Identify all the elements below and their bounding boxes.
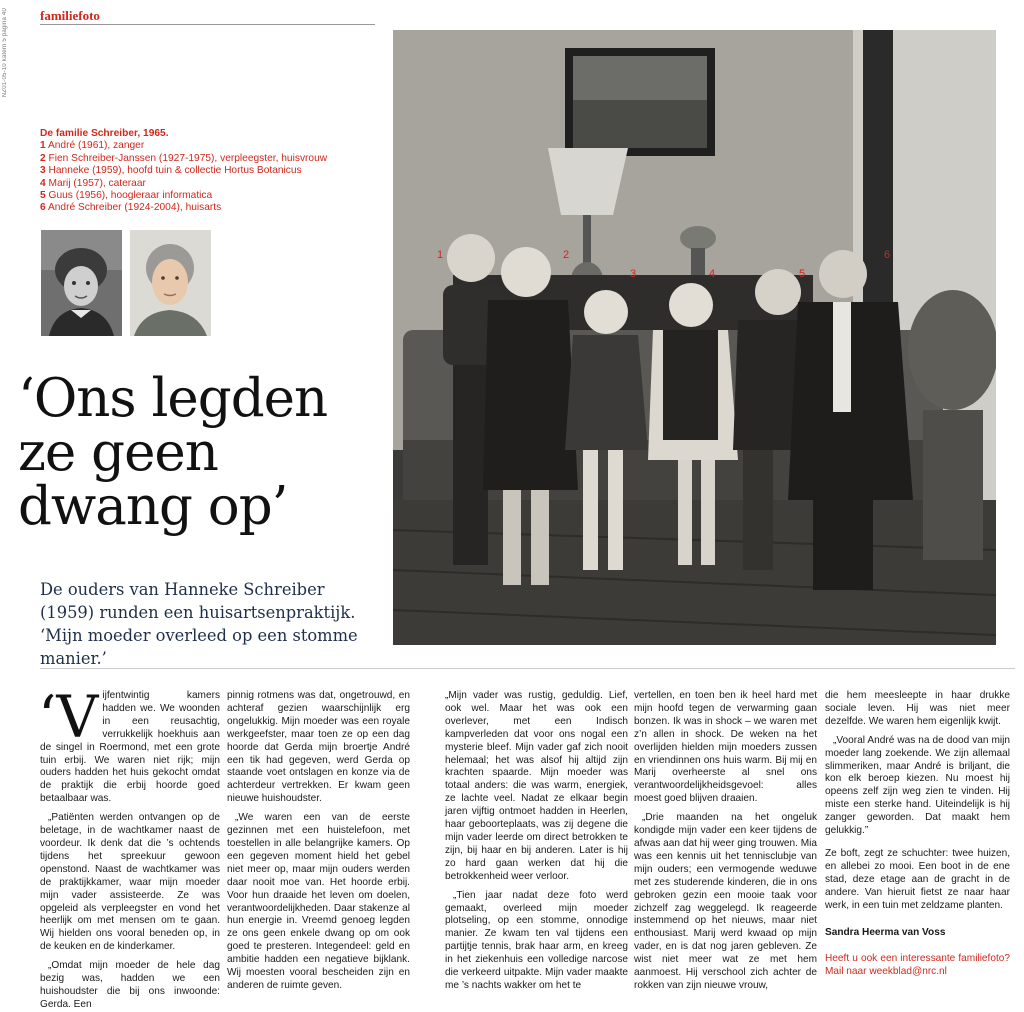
article-column-3 xyxy=(445,690,628,993)
thumbnail-woman-photo xyxy=(130,230,211,336)
caption-item-1: 1 André (1961), zanger xyxy=(40,140,145,152)
caption-item-2: 2 Fien Schreiber-Janssen (1927-1975), verpleegster, huisvrouw xyxy=(40,152,328,164)
contact-callout: Heeft u ook een interessante familiefoto?Mail naar weekblad@nrc.nl xyxy=(825,953,1010,978)
page-spine-code: NZ01-05-10 katern 5 pagina 40 xyxy=(2,8,8,98)
family-photo xyxy=(393,30,996,645)
caption-item-4: 4 Marij (1957), cateraar xyxy=(40,177,146,189)
thumbnail-girl-photo xyxy=(41,230,122,336)
caption-item-3: 3 Hanneke (1959), hoofd tuin & collectie Hortus Botanicus xyxy=(40,165,302,177)
paragraph: „Mijn vader was rustig, geduldig. Lief, ook wel. Maar het was ook een overlever, met een Indisch kampverleden dat voor ons nogal een mysterie bleef. Mijn vader gaf zich nooit helemaal; het was alsof hij altijd zijn krachten spaarde. Mijn moeder was totaal anders: die was warm, energiek, ze lachte veel. Nadat ze elkaar begin jaren vijftig ontmoet hadden in Heerlen, haar geboorteplaats, was zij degene die mijn vader leerde om direct betrokken te zijn, bij haar en bij anderen. Later is hij zo hard gaan werken dat hij die betrokkenheid weer verloor. xyxy=(445,690,628,882)
article-column-4 xyxy=(634,690,817,993)
paragraph: „We waren een van de eerste gezinnen met een huistelefoon, met toestellen in alle belangrijke kamers. Op een gegeven moment hield het gebel niet meer op, maar mijn ouders werden daar nooit moe van. Het hoorde erbij. Voor hun draaide het leven om doelen, verantwoordelijkheden. Daar stakenze al hun energie in. Vreemd genoeg legden ze ons geen enkele dwang op om ook goed te presteren. Integendeel: geld en ambitie hadden een negatieve bijklank. Wij moesten vooral bescheiden zijn en anderen de ruimte geven. xyxy=(227,812,410,991)
photo-label-4: 4 xyxy=(709,268,716,280)
paragraph: „Vooral André was na de dood van mijn moeder lang zoekende. We zijn allemaal slimmeriken, maar André is briljant, die kon elk beroep kiezen. Nu moest hij opeens zelf zijn weg zien te vinden. Hij miste een sterke hand. Uiteindelijk is hij zanger geworden. Dat maakt hem gelukkig.” xyxy=(825,734,1010,837)
paragraph: vertellen, en toen ben ik heel hard met mijn hoofd tegen de verwarming gaan bonzen. Ik was in shock – we waren met z’n allen in shock. De weken na het overlijden hielden mijn moeders zussen en vriendinnen ons huis warm. Bij mij en Marij overheerste al snel ons verantwoordelijkheidsgevoel: alles moest goed blijven draaien. xyxy=(634,690,817,805)
paragraph: „Omdat mijn moeder de hele dag bezig was, hadden we een huishoudster die bij ons inwoonde: Gerda. Een xyxy=(40,960,220,1010)
headline: ‘Ons legden ze geen dwang op’ xyxy=(18,368,328,537)
paragraph: Ze boft, zegt ze schuchter: twee huizen, en allebei zo mooi. Een boot in de ene stad, deze etage aan de gracht in de andere. Van hieruit fietst ze naar haar werk, in een tuin met zeldzame planten. xyxy=(825,847,1010,911)
photo-label-6: 6 xyxy=(884,249,891,261)
paragraph: „Drie maanden na het ongeluk kondigde mijn vader een keer tijdens de afwas aan dat hij weer ging trouwen. Mia was een kennis uit het tennisclubje van mijn ouders; een vermogende weduwe met zes studerende kinderen, die in ons gebroken gezin een mooie taak voor zichzelf zag weggelegd. Ik reageerde instemmend op het nieuws, maar niet enthousiast. Marij werd kwaad op mijn vader, en is dat nog jaren gebleven. Ze wist niet meer wat ze met hem aanmoest. Hij verschool zich achter de rokken van zijn nieuwe vrouw, xyxy=(634,812,817,991)
photo-caption xyxy=(40,128,380,215)
body-rule xyxy=(40,668,1015,669)
intro-lede: De ouders van Hanneke Schreiber (1959) runden een huisartsenpraktijk. ‘Mijn moeder overleed op een stomme manier.’ xyxy=(40,580,358,668)
paragraph: „Patiënten werden ontvangen op de beletage, in de wachtkamer naast de voordeur. Ik denk dat die ’s ochtends tijdens het spreekuur gewoon openstond. Naast de wachtkamer was de praktijkkamer, waar mijn moeder mijn vader assisteerde. Ze was opgeleid als verpleegster en vond het heerlijk om met mensen om te gaan. Wij hielden ons vooral beneden op, in de keuken en de kinderkamer. xyxy=(40,812,220,953)
paragraph: „Tien jaar nadat deze foto werd gemaakt, overleed mijn moeder plotseling, op een stomme, onnodige manier. Ze kwam ten val tijdens een partijtje tennis, brak haar arm, en kreeg in het ziekenhuis een volledige narcose die verkeerd uitpakte. Mijn vader maakte me ’s nachts wakker om het te xyxy=(445,889,628,991)
paragraph: pinnig rotmens was dat, ongetrouwd, en achteraf gezien waarschijnlijk erg ongelukkig. Mijn moeder was een royale werkgeefster, maar toen ze op een dag hoorde dat Gerda mijn broertje André een tik had gegeven, werd Gerda op staande voet ontslagen en konze via de achterdeur vertrekken. Er kwam geen nieuwe huishoudster. xyxy=(227,690,410,805)
photo-label-3: 3 xyxy=(630,268,637,280)
article-column-5 xyxy=(825,690,1010,979)
section-label: familiefoto xyxy=(40,8,100,23)
photo-label-5: 5 xyxy=(799,268,806,280)
photo-label-2: 2 xyxy=(563,249,570,261)
article-column-2 xyxy=(227,690,410,993)
drop-cap: ‘V xyxy=(38,683,99,751)
top-rule xyxy=(40,24,375,25)
author-byline: Sandra Heerma van Voss xyxy=(825,926,946,938)
paragraph: die hem meesleepte in haar drukke sociale leven. Hij was niet meer dezelfde. We waren hem eigenlijk kwijt. xyxy=(825,690,1010,727)
caption-item-6: 6 André Schreiber (1924-2004), huisarts xyxy=(40,202,222,214)
paragraph: ‘Vijfentwintig kamers hadden we. We woonden in een reusachtig, verrukkelijk hoekhuis aan de singel in Roermond, met een grote tuin erbij. We waren niet rijk; mijn ouders hadden het huis gekocht omdat de praktijk die erbij hoorde goed betaalbaar was. xyxy=(38,683,220,805)
caption-title: De familie Schreiber, 1965. xyxy=(40,128,169,139)
photo-label-1: 1 xyxy=(437,249,444,261)
article-column-1 xyxy=(38,683,220,1012)
caption-item-5: 5 Guus (1956), hoogleraar informatica xyxy=(40,190,213,202)
